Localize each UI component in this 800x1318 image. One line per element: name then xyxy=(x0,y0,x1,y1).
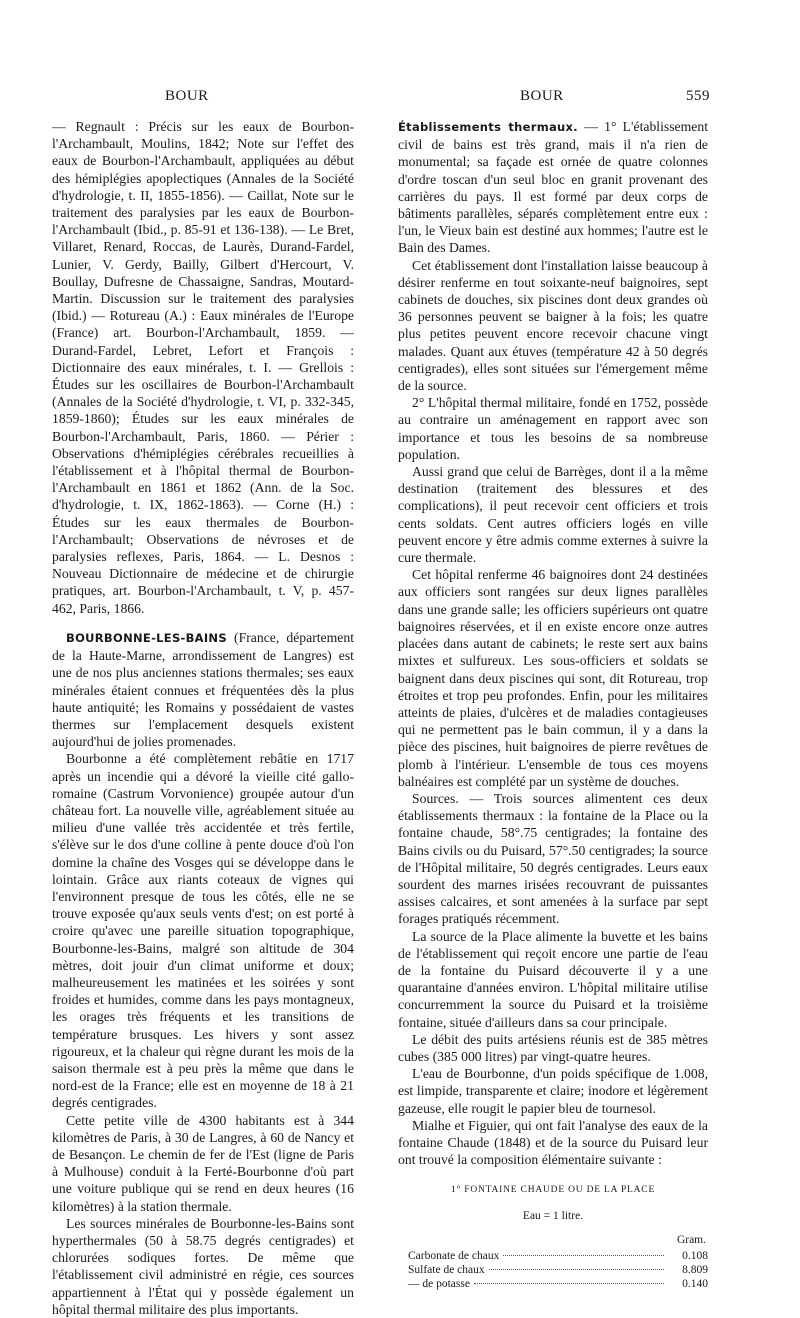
hospital-baths-paragraph: Cet hôpital renferme 46 baignoires dont 24 destinées aux officiers sont rangées sur deux lignes parallèles dans une grande salle; les officiers supérieurs ont quatre baignoires réservées, et il en existe encore onze autres placées dans autant de cabinets; le reste sert aux bains mixtes et sulfureux. Les sous-officiers et soldats se baignent dans deux piscines qui sont, dit Rotureau, trop étroites et trop peu profondes. Enfin, pour les militaires atteints de plaies, d'ulcères et de maladies contagieuses qui ne permettent pas le bain commun, il y a dans la pièce des piscines, huit baignoires de pierre revêtues de plomb à l'intérieur. L'ensemble de tous ces moyens balnéaires est complété par un système de douches. xyxy=(398,567,708,789)
flow-paragraph: Le débit des puits artésiens réunis est de 385 mètres cubes (385 000 litres) par vingt-quatre heures. xyxy=(398,1031,708,1064)
left-column xyxy=(52,118,354,1318)
entry-heading: BOURBONNE-LES-BAINS xyxy=(66,630,227,645)
composition-table xyxy=(398,1233,708,1291)
composition-unit: Gram. xyxy=(676,1233,706,1246)
water-properties-paragraph: L'eau de Bourbonne, d'un poids spécifique de 1.008, est limpide, transparente et claire; inodore et légèrement gazeuse, elle rougit le papier bleu de tournesol. xyxy=(398,1066,708,1116)
dot-leader xyxy=(489,1269,664,1270)
running-header xyxy=(0,88,800,112)
dot-leader xyxy=(503,1255,664,1256)
barreges-paragraph: Aussi grand que celui de Barrèges, dont il a la même destination (traitement des blessures et des complications), il peut recevoir cent officiers et trois cents soldats. Cent autres officiers logés en ville peuvent encore y être admis comme externes à suivre la cure thermale. xyxy=(398,464,708,566)
place-source-paragraph: La source de la Place alimente la buvette et les bains de l'établissement qui reçoit encore une partie de l'eau de la fontaine du Puisard découverte il y a une quarantaine d'années environ. L'hôpital militaire utilise concurremment la source du Puisard et la troisième fontaine, située d'ailleurs dans sa cour principale. xyxy=(398,928,708,1030)
table-row-name: — de potasse xyxy=(408,1277,470,1290)
table-row-value: 8.809 xyxy=(682,1263,708,1276)
establishments-paragraph xyxy=(398,118,708,257)
composition-table-title: 1° FONTAINE CHAUDE OU DE LA PLACE xyxy=(450,1185,656,1196)
military-hospital-paragraph: 2° L'hôpital thermal militaire, fondé en 1752, possède au contraire un aménagement en rapport avec son importance et tous les besoins de sa nombreuse population. xyxy=(398,395,708,462)
table-row-value: 0.140 xyxy=(682,1277,708,1290)
page-number: 559 xyxy=(686,88,710,104)
sources-paragraph: Les sources minérales de Bourbonne-les-Bains sont hyperthermales (50 à 58.75 degrés centigrades) et chlorurées sodiques fortes. De même que l'établissement civil administré en régie, ces sources appartiennent à l'État qui y possède également un hôpital thermal militaire des plus importants. xyxy=(52,1215,354,1317)
right-column xyxy=(398,118,708,1291)
establishments-text: — 1° L'établissement civil de bains est très grand, mais il n'a rien de monumental; sa façade est ornée de quatre colonnes d'ordre toscan d'un seul bloc en granit provenant des carrières du pays. Il est formé par deux corps de bâtiments parallèles, séparés complètement entre eux : l'un, le Vieux bain est destiné aux hommes; l'autre est le Bain des Dames. xyxy=(398,119,709,256)
table-row xyxy=(398,1263,708,1277)
composition-table-subtitle: Eau = 1 litre. xyxy=(522,1209,584,1222)
establishments-heading: Établissements thermaux. xyxy=(398,120,578,134)
analysis-paragraph: Mialhe et Figuier, qui ont fait l'analyse des eaux de la fontaine Chaude (1848) et de la source du Puisard leur ont trouvé la composition élémentaire suivante : xyxy=(398,1117,708,1168)
table-row xyxy=(398,1249,708,1263)
header-left-title: BOUR xyxy=(165,88,209,104)
bibliography-paragraph: — Regnault : Précis sur les eaux de Bourbon-l'Archambault, Moulins, 1842; Note sur l'effet des eaux de Bourbon-l'Archambault, appliquées au début des hémiplégies apoplectiques (Annales de la Société d'hydrologie, t. II, 1855-1856). — Caillat, Note sur le traitement des paralysies par les eaux de Bourbon-l'Archambault (Ibid., p. 85-91 et 136-138). — Le Bret, Villaret, Renard, Roccas, de Laurès, Durand-Fardel, Lunier, V. Gerdy, Bailly, Gilbert d'Hercourt, V. Boullay, Dufresne de Chassaigne, Sandras, Moutard-Martin. Discussion sur le traitement des paralysies (Ibid.) — Rotureau (A.) : Eaux minérales de l'Europe (France) art. Bourbon-l'Archambault, 1859. — Durand-Fardel, Lebret, Lefort et François : Dictionnaire des eaux minérales, t. I. — Grellois : Études sur les oscillaires de Bourbon-l'Archambault (Annales de la Société d'hydrologie, t. VI, p. 332-345, 1859-1860); Études sur les eaux minérales de Bourbon-l'Archambault, Paris, 1860. — Périer : Observations d'hémiplégies cérébrales recueillies à l'établissement et à l'hôpital thermal de Bourbon-l'Archambault en 1861 et 1862 (Ann. de la Soc. d'hydrologie, t. IX, 1862-1863). — Corne (H.) : Études sur les eaux thermales de Bourbon-l'Archambault; Observations de névroses et de paralysies reflexes, Paris, 1864. — L. Desnos : Nouveau Dictionnaire de médecine et de chirurgie pratiques, art. Bourbon-l'Archambault, t. V, p. 457-462, Paris, 1866. xyxy=(52,119,354,616)
dot-leader xyxy=(474,1283,664,1284)
civil-establishment-paragraph: Cet établissement dont l'installation laisse beaucoup à désirer renferme en tout soixante-neuf baignoires, sept cabinets de douches, six piscines dont deux grandes où 36 personnes peuvent se baigner à la fois; les quatre plus petites peuvent encore recevoir chacune vingt malades. Quant aux étuves (température 42 à 50 degrés centigrades), elles sont situées sur l'émergement même de la source. xyxy=(398,257,708,394)
entry-intro-text: (France, département de la Haute-Marne, arrondissement de Langres) est une de nos plus anciennes stations thermales; ses eaux minérales étaient connues et fréquentées dès la plus haute antiquité; les Romains y possédaient de vastes thermes sur l'emplacement desquels existent aujourd'hui de jolies promenades. xyxy=(52,629,354,750)
table-row-name: Sulfate de chaux xyxy=(408,1263,485,1276)
table-row-value: 0.108 xyxy=(682,1249,708,1262)
entry-intro-paragraph xyxy=(52,629,354,750)
history-paragraph: Bourbonne a été complètement rebâtie en 1717 après un incendie qui a dévoré la vieille cité gallo-romaine (Castrum Vorvonience) groupée autour d'un château fort. La nouvelle ville, agréablement située au milieu d'une vallée très accidentée et très fertile, s'élève sur le dos d'une colline à pente douce d'où l'on domine la chaîne des Vosges qui se développe dans le lointain. Grâce aux riants coteaux de vignes qui l'environnent presque de tous les côtés, elle ne se trouve exposée qu'aux seuls vents d'est; on est porté à croire qu'avec une pareille situation topographique, Bourbonne-les-Bains, malgré son altitude de 304 mètres, doit jouir d'un climat uniforme et doux; malheureusement les matinées et les soirées y sont froides et humides, comme dans les pays montagneux, les orages très fréquents et les transitions de température brusques. Les hivers y sont assez rigoureux, et la chaleur qui règne durant les mois de la saison thermale est à peu près la même que dans le nord-est de la France; elle est en moyenne de 18 à 21 degrés centigrades. xyxy=(52,751,354,1111)
header-right-title: BOUR xyxy=(520,88,564,104)
table-row xyxy=(398,1277,708,1291)
table-row-name: Carbonate de chaux xyxy=(408,1249,500,1262)
distance-paragraph: Cette petite ville de 4300 habitants est à 344 kilomètres de Paris, à 30 de Langres, à 60 de Nancy et de Besançon. Le chemin de fer de l'Est (ligne de Paris à Mulhouse) conduit à la Ferté-Bourbonne d'où part une voiture publique qui se rend en deux heures (16 kilomètres) à la station thermale. xyxy=(52,1112,354,1214)
sources-detail-paragraph: Sources. — Trois sources alimentent ces deux établissements thermaux : la fontaine de la Place ou la fontaine chaude, 58°.75 centigrades; la fontaine des Bains civils ou du Puisard, 57°.50 centigrades; la source de l'Hôpital militaire, 50 degrés centigrades. Leurs eaux sourdent des marnes irisées recouvrant de puissantes assises calcaires, et sont amenées à la surface par sept forages pratiqués récemment. xyxy=(398,790,708,927)
